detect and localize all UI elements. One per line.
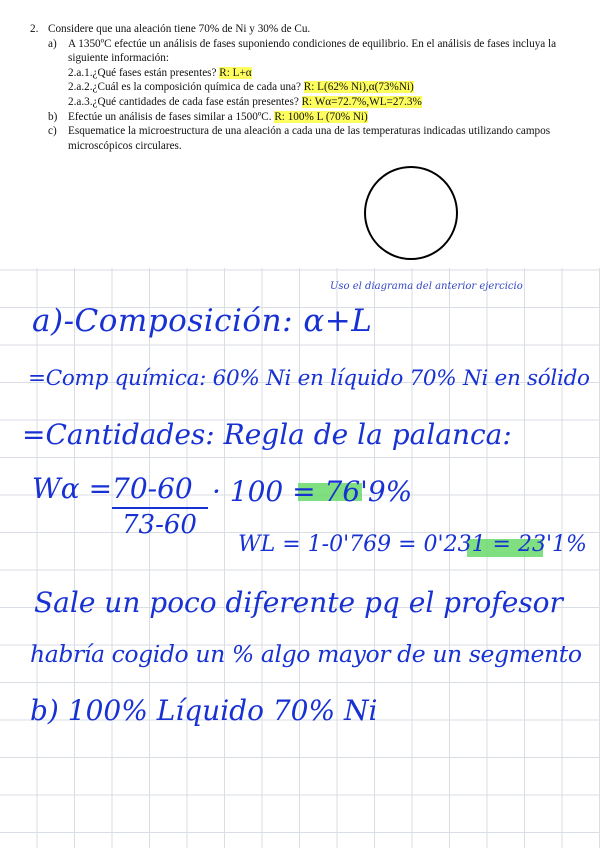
answer-b: R: 100% L (70% Ni) [274, 110, 368, 123]
part-a-text: A 1350ºC efectúe un análisis de fases suponiendo condiciones de equilibrio. En el análisis de fases incluya la siguiente información: [68, 37, 557, 65]
microscope-field-circle [364, 166, 458, 260]
part-c [30, 124, 576, 153]
answer-a2: R: L(62% Ni),α(73%Ni) [303, 81, 414, 94]
problem-number: 2. [30, 23, 39, 35]
question-a3 [30, 95, 576, 110]
part-b-text: Efectúe un análisis de fases similar a 1500ºC. [68, 110, 272, 123]
part-b [30, 110, 576, 125]
answer-a3: R: Wα=72.7%,WL=27.3% [301, 95, 422, 108]
wa-result: 76'9% [324, 475, 413, 508]
handwritten-line-comment-1: Sale un poco diferente pq el profesor [34, 586, 563, 619]
question-a1-text: 2.a.1.¿Qué fases están presentes? [68, 66, 217, 79]
question-a2 [30, 80, 576, 95]
fraction-bar [112, 507, 208, 509]
handwritten-line-composition: a)-Composición: α+L [32, 303, 373, 339]
handwritten-line-part-b: b) 100% Líquido 70% Ni [30, 694, 378, 727]
part-a [30, 37, 576, 66]
part-c-text: Esquematice la microestructura de una aleación a cada una de las temperaturas indicadas utilizando campos microscópicos circulares. [68, 125, 551, 152]
wa-result-row [212, 475, 413, 508]
part-c-marker: c) [48, 125, 57, 138]
problem-statement [30, 22, 576, 153]
answer-a1: R: L+α [219, 66, 252, 79]
wa-multiplier: · 100 = [212, 475, 316, 508]
handwritten-line-wl: WL = 1-0'769 = 0'231 = 23'1% [238, 532, 587, 557]
part-a-marker: a) [48, 37, 57, 50]
question-a3-text: 2.a.3.¿Qué cantidades de cada fase están presentes? [68, 95, 299, 108]
handwritten-line-quantities: =Cantidades: Regla de la palanca: [22, 418, 512, 451]
wa-denominator: 73-60 [122, 510, 197, 540]
wa-numerator: 70-60 [112, 472, 193, 505]
handwritten-line-comment-2: habría cogido un % algo mayor de un segmento [30, 640, 582, 668]
handwritten-note: Uso el diagrama del anterior ejercicio [330, 281, 523, 292]
question-a1 [30, 66, 576, 81]
wa-label: Wα = [32, 472, 113, 505]
handwritten-line-chemical-composition: =Comp química: 60% Ni en líquido 70% Ni en sólido [28, 366, 590, 391]
problem-intro-row [30, 22, 576, 37]
question-a2-text: 2.a.2.¿Cuál es la composición química de cada una? [68, 81, 301, 94]
problem-intro: Considere que una aleación tiene 70% de Ni y 30% de Cu. [48, 23, 311, 35]
pasted-problem-area [0, 0, 600, 268]
part-b-marker: b) [48, 110, 58, 123]
